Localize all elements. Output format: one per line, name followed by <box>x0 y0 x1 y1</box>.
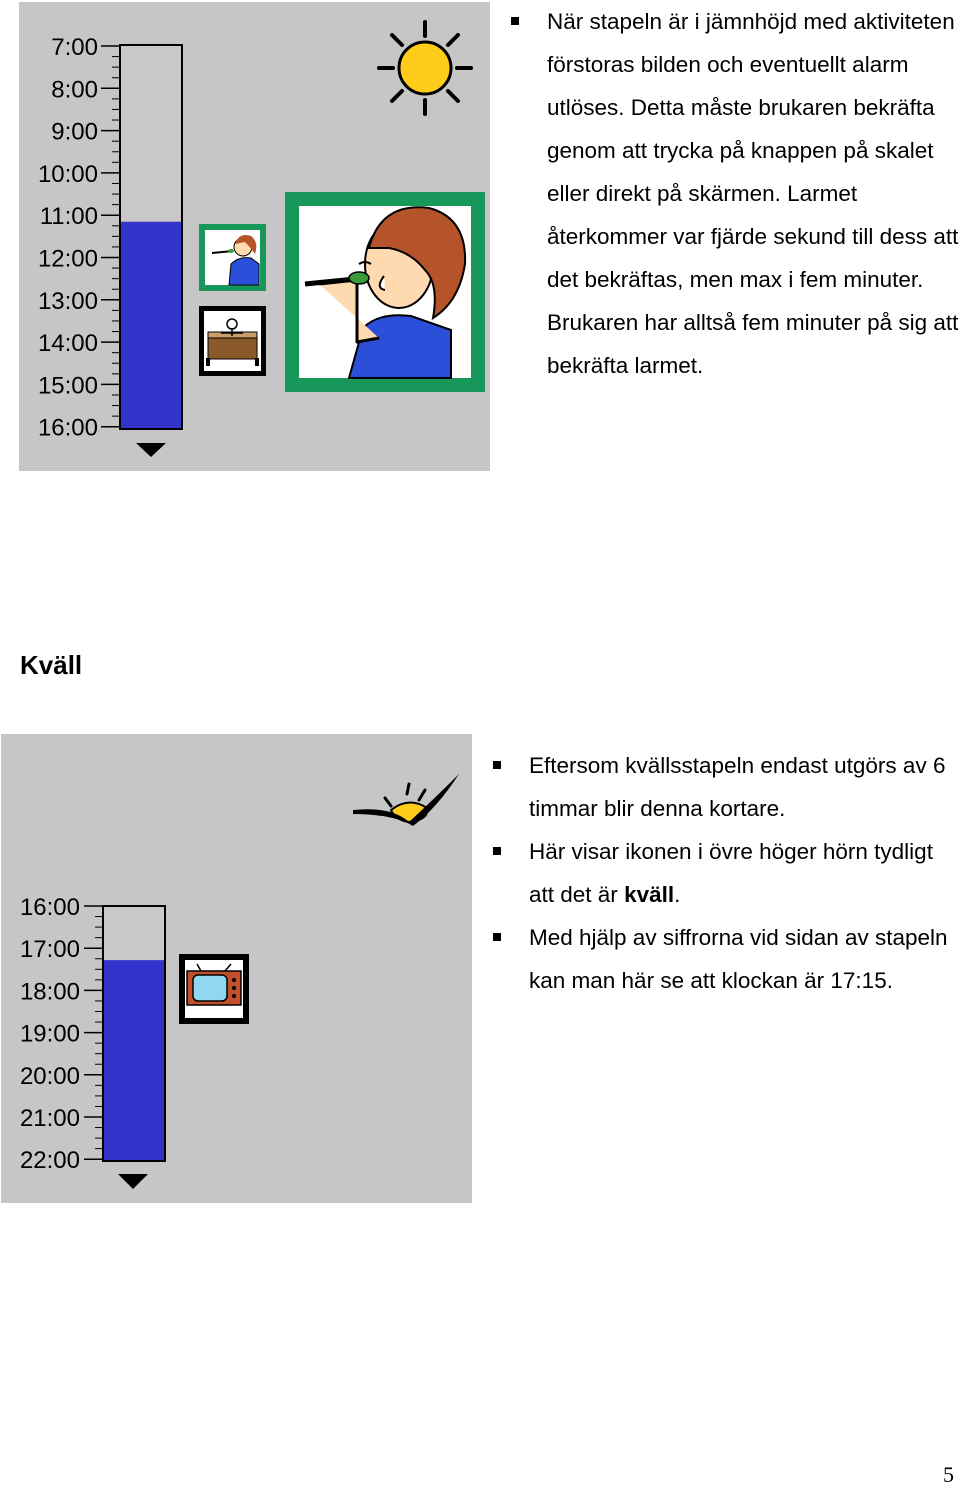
time-label: 16:00 <box>19 894 80 921</box>
morning-text-column <box>511 0 959 387</box>
time-label: 19:00 <box>19 1020 80 1048</box>
morning-time-bar-fill <box>121 222 181 428</box>
time-label: 11:00 <box>39 203 98 231</box>
page-number: 5 <box>943 1462 954 1487</box>
evening-scale-ticks <box>84 906 102 1159</box>
sun-icon <box>379 22 471 114</box>
list-item-text: Här visar ikonen i övre höger hörn tydligt att det är <box>529 839 933 907</box>
evening-word: kväll <box>624 882 675 907</box>
evening-bullet-list <box>493 744 953 1002</box>
small-brushing-teeth-icon <box>199 224 266 291</box>
evening-time-labels <box>20 894 80 1174</box>
morning-schedule-graphic <box>19 2 490 471</box>
time-label: 7:00 <box>51 34 98 61</box>
tv-icon <box>179 954 249 1024</box>
section-heading-evening: Kväll <box>20 650 83 680</box>
evening-text-column <box>493 744 953 1002</box>
evening-time-bar-fill <box>104 960 164 1160</box>
time-label: 10:00 <box>37 160 98 188</box>
list-item: Eftersom kvällsstapeln endast utgörs av 6 timmar blir denna kortare. <box>493 744 953 830</box>
list-item: När stapeln är i jämnhöjd med aktiviteten förstoras bilden och eventuellt alarm utlöses. Detta måste brukaren bekräfta genom att trycka på knappen på skalet eller direkt på skärmen. Larmet återkommer var fjärde sekund till dess att det bekräftas, men max i fem minuter. Brukaren har alltså fem minuter på sig att bekräfta larmet. <box>511 0 959 387</box>
evening-schedule-graphic <box>1 734 472 1203</box>
time-label: 9:00 <box>51 118 98 146</box>
bed-icon <box>199 306 266 376</box>
setting-sun-icon <box>353 774 459 826</box>
time-label: 18:00 <box>19 978 80 1006</box>
time-label: 14:00 <box>37 330 98 358</box>
time-label: 22:00 <box>19 1147 80 1175</box>
large-brushing-teeth-icon <box>285 192 485 392</box>
time-label: 13:00 <box>37 287 98 315</box>
list-item: Med hjälp av siffrorna vid sidan av stapeln kan man här se att klockan är 17:15. <box>493 916 953 1002</box>
time-label: 17:00 <box>19 936 80 964</box>
list-item-text-end: . <box>674 882 681 907</box>
time-label: 8:00 <box>51 76 98 104</box>
time-label: 21:00 <box>19 1105 80 1132</box>
time-label: 16:00 <box>37 414 98 442</box>
morning-time-labels <box>38 34 98 442</box>
morning-schedule-panel <box>19 2 490 471</box>
time-label: 20:00 <box>19 1062 80 1090</box>
time-label: 15:00 <box>37 372 98 400</box>
morning-bullet-list <box>511 0 959 387</box>
evening-schedule-panel <box>1 734 472 1203</box>
morning-scale-ticks <box>101 46 119 427</box>
scale-arrow-icon <box>118 1174 148 1189</box>
time-label: 12:00 <box>37 245 98 273</box>
list-item <box>493 830 953 916</box>
scale-arrow-icon <box>136 443 166 457</box>
